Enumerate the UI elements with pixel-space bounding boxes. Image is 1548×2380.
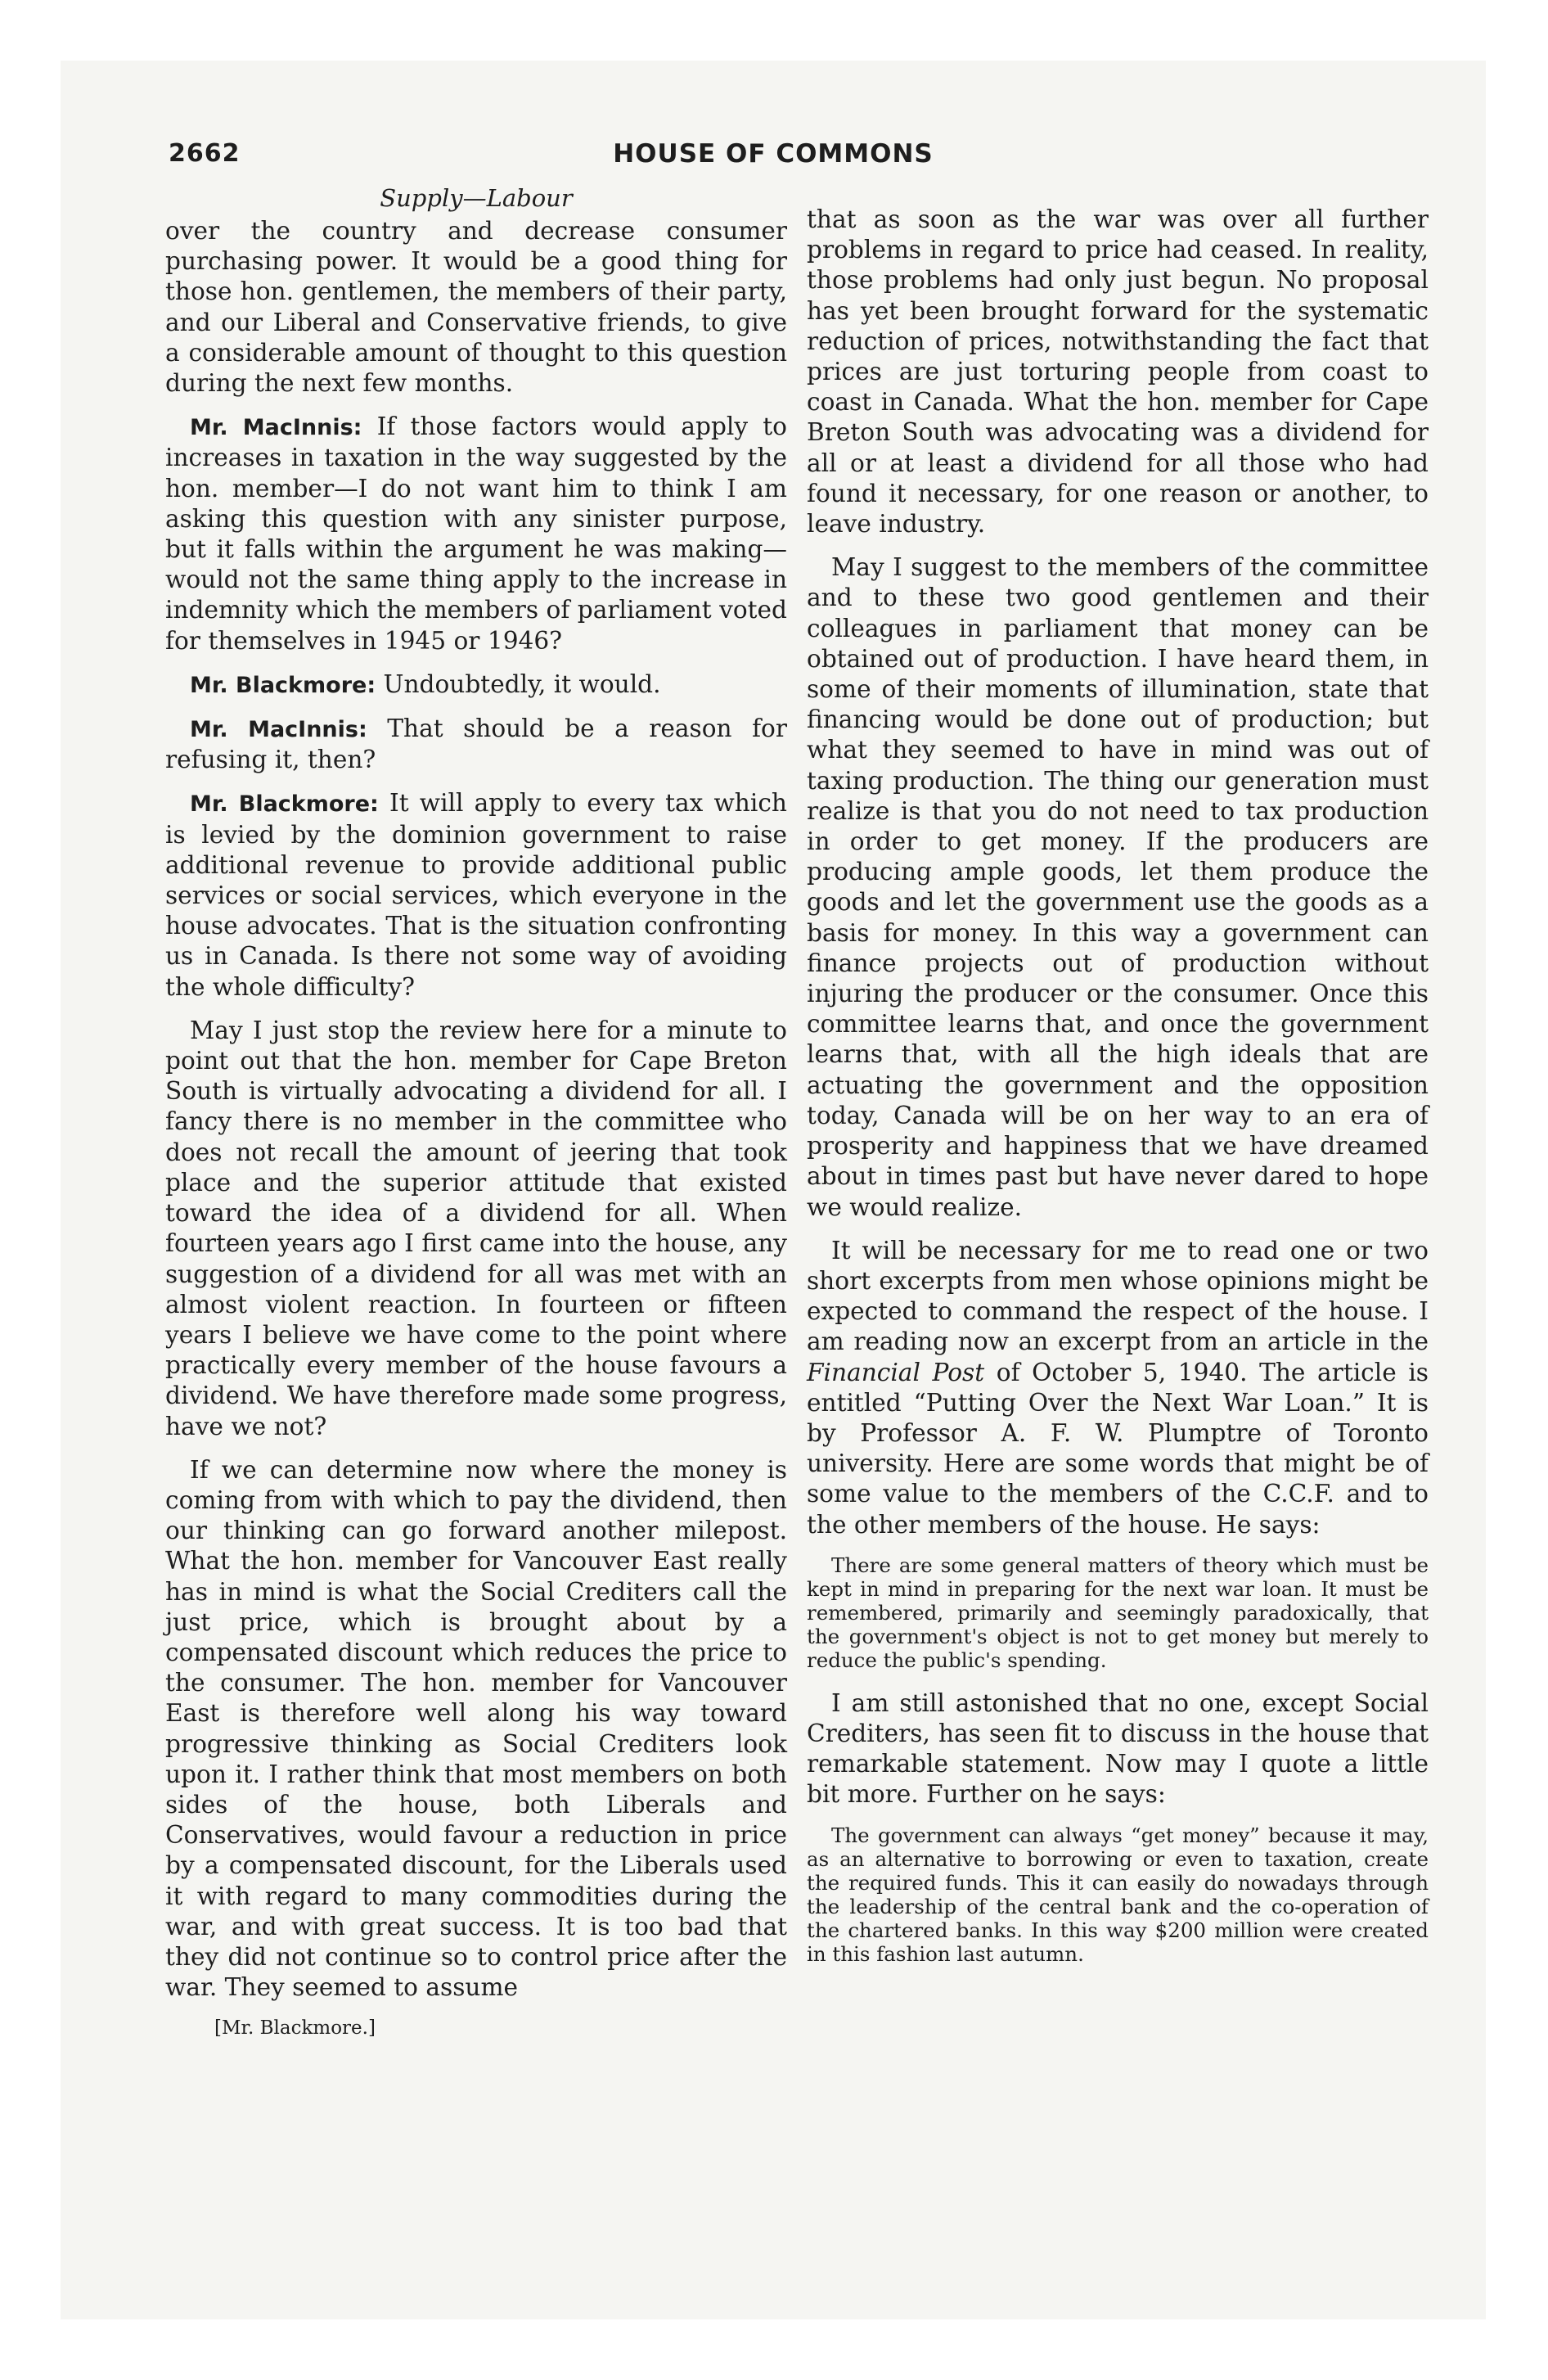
paragraph: that as soon as the war was over all further problems in regard to price had ceased. In reality, those problems had only just begun. No proposal has yet been brought forward for the systematic reduction of prices, notwithstanding the fact that prices are just torturing people from coast to coast in Canada. What the hon. member for Cape Breton South was advocating was a dividend for all or at least a dividend for all those who had found it necessary, for one reason or another, to leave industry. bbox=[807, 205, 1429, 539]
paragraph-text: It will be necessary for me to read one or two short excerpts from men whose opinions might be expected to command the respect of the house. I am reading now an excerpt from an article in the bbox=[807, 1236, 1429, 1356]
speaker-name: Mr. MacInnis: bbox=[190, 415, 362, 441]
paragraph: If we can determine now where the money is coming from with which to pay the dividend, then our thinking can go forward another milepost. What the hon. member for Vancouver East really has in mind is what the Social Crediters call the just price, which is brought about by a compensated discount which reduces the price to the consumer. The hon. member for Vancouver East is therefore well along his way toward progressive thinking as Social Crediters look upon it. I rather think that most members on both sides of the house, both Liberals and Conservatives, would favour a reduction in price by a compensated discount, for the Liberals used it with regard to many commodities during the war, and with great success. It is too bad that they did not continue so to control price after the war. They seemed to assume bbox=[165, 1455, 787, 2002]
section-heading: Supply—Labour bbox=[380, 184, 573, 212]
paragraph: May I just stop the review here for a minute to point out that the hon. member for Cape Breton South is virtually advocating a dividend for all. I fancy there is no member in the committee who does not recall the amount of jeering that took place and the superior attitude that existed toward the idea of a dividend for all. When fourteen years ago I first came into the house, any suggestion of a dividend for all was met with an almost violent reaction. In fourteen or fifteen years I believe we have come to the point where practically every member of the house favours a dividend. We have therefore made some progress, have we not? bbox=[165, 1016, 787, 1440]
block-quote: There are some general matters of theory which must be kept in mind in preparing for the next war loan. It must be remembered, primarily and seemingly paradoxically, that the government's object is not to get money but merely to reduce the public's spending. bbox=[807, 1553, 1429, 1672]
paragraph: I am still astonished that no one, except Social Crediters, has seen fit to discuss in the house that remarkable statement. Now may I quote a little bit more. Further on he says: bbox=[807, 1688, 1429, 1809]
speech-text: That should be a reason for refusing it, then? bbox=[165, 714, 787, 774]
speaker-name: Mr. Blackmore: bbox=[190, 791, 379, 818]
left-column bbox=[165, 183, 787, 2040]
page bbox=[61, 61, 1486, 2319]
speech-text: It will apply to every tax which is levied by the dominion government to raise additional revenue to provide additional public services or social services, which everyone in the house advocates. That is the situation confronting us in Canada. Is there not some way of avoiding the whole difficulty? bbox=[165, 789, 787, 1001]
speech bbox=[165, 412, 787, 656]
speech bbox=[165, 714, 787, 775]
speech-text: If those factors would apply to increases in taxation in the way suggested by the hon. member—I do not want him to think I am asking this question with any sinister purpose, but it falls within the argument he was making—would not the same thing apply to the increase in indemnity which the members of parliament voted for themselves in 1945 or 1946? bbox=[165, 412, 787, 655]
speaker-name: Mr. MacInnis: bbox=[190, 717, 367, 743]
right-column bbox=[807, 205, 1429, 1982]
running-title: HOUSE OF COMMONS bbox=[613, 139, 934, 169]
speech-text: Undoubtedly, it would. bbox=[383, 669, 661, 698]
speaker-name: Mr. Blackmore: bbox=[190, 672, 376, 698]
publication-title: Financial Post bbox=[807, 1358, 985, 1386]
speech bbox=[165, 788, 787, 1002]
paragraph-text: of October 5, 1940. The article is entitled “Putting Over the Next War Loan.” It is by Professor A. F. W. Plumptre of Toronto university. Here are some words that might be of some value to the members of the C.C.F. and to the other members of the house. He says: bbox=[807, 1358, 1429, 1539]
paragraph bbox=[807, 1236, 1429, 1540]
block-quote: The government can always “get money” because it may, as an alternative to borrowing or even to taxation, create the required funds. This it can easily do nowadays through the leadership of the central bank and the co-operation of the chartered banks. In this way $200 million were created in this fashion last autumn. bbox=[807, 1823, 1429, 1966]
page-header bbox=[61, 139, 1486, 180]
page-number: 2662 bbox=[169, 139, 241, 168]
speech bbox=[165, 669, 787, 701]
paragraph: over the country and decrease consumer purchasing power. It would be a good thing for those hon. gentlemen, the members of their party, and our Liberal and Conservative friends, to give a considerable amount of thought to this question during the next few months. bbox=[165, 217, 787, 398]
footnote: [Mr. Blackmore.] bbox=[214, 2017, 376, 2040]
paragraph: May I suggest to the members of the committee and to these two good gentlemen and their colleagues in parliament that money can be obtained out of production. I have heard them, in some of their moments of illumination, state that financing would be done out of production; but what they seemed to have in mind was out of taxing production. The thing our generation must realize is that you do not need to tax production in order to get money. If the producers are producing ample goods, let them produce the goods and let the government use the goods as a basis for money. In this way a government can finance projects out of production without injuring the producer or the consumer. Once this committee learns that, and once the government learns that, with all the high ideals that are actuating the government and the opposition today, Canada will be on her way to an era of prosperity and happiness that we have dreamed about in times past but have never dared to hope we would realize. bbox=[807, 553, 1429, 1221]
